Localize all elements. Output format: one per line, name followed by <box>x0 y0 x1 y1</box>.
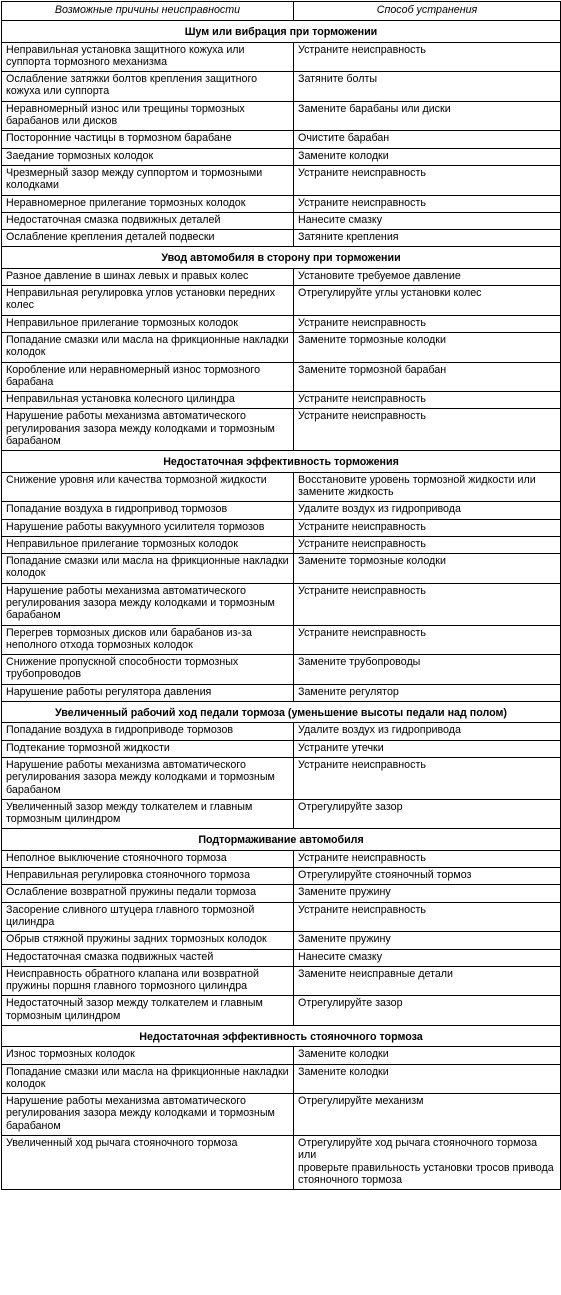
cause-cell: Заедание тормозных колодок <box>2 148 294 165</box>
section-row <box>2 21 561 42</box>
remedy-cell: Устраните утечки <box>294 740 561 757</box>
remedy-cell: Удалите воздух из гидропривода <box>294 502 561 519</box>
section-row <box>2 1026 561 1047</box>
header-remedy: Способ устранения <box>294 2 561 21</box>
remedy-cell: Устраните неисправность <box>294 409 561 451</box>
remedy-cell: Устраните неисправность <box>294 625 561 655</box>
table-row <box>2 268 561 285</box>
cause-cell: Подтекание тормозной жидкости <box>2 740 294 757</box>
cause-cell: Нарушение работы механизма автоматического регулирования зазора между колодками и тормозным барабаном <box>2 1094 294 1136</box>
section-title: Недостаточная эффективность стояночного тормоза <box>2 1026 561 1047</box>
table-row <box>2 502 561 519</box>
cause-cell: Неправильная установка защитного кожуха или суппорта тормозного механизма <box>2 42 294 72</box>
cause-cell: Неправильное прилегание тормозных колодок <box>2 315 294 332</box>
table-row <box>2 536 561 553</box>
table-row <box>2 392 561 409</box>
remedy-cell: Замените тормозные колодки <box>294 554 561 584</box>
table-row <box>2 949 561 966</box>
cause-cell: Перегрев тормозных дисков или барабанов из-за неполного отхода тормозных колодок <box>2 625 294 655</box>
remedy-cell: Замените барабаны или диски <box>294 101 561 131</box>
cause-cell: Неполное выключение стояночного тормоза <box>2 850 294 867</box>
cause-cell: Неправильная регулировка углов установки передних колес <box>2 286 294 316</box>
cause-cell: Попадание воздуха в гидропривод тормозов <box>2 502 294 519</box>
table-row <box>2 212 561 229</box>
cause-cell: Нарушение работы механизма автоматического регулирования зазора между колодками и тормозным барабаном <box>2 757 294 799</box>
table-row <box>2 1094 561 1136</box>
cause-cell: Снижение уровня или качества тормозной жидкости <box>2 472 294 502</box>
table-row <box>2 286 561 316</box>
table-row <box>2 42 561 72</box>
remedy-cell: Устраните неисправность <box>294 902 561 932</box>
section-row <box>2 829 561 850</box>
remedy-cell: Замените пружину <box>294 885 561 902</box>
table-row <box>2 101 561 131</box>
table-row <box>2 966 561 996</box>
remedy-cell: Замените пружину <box>294 932 561 949</box>
remedy-cell: Отрегулируйте зазор <box>294 996 561 1026</box>
table-row <box>2 885 561 902</box>
table-row <box>2 409 561 451</box>
remedy-cell: Затяните болты <box>294 72 561 102</box>
remedy-cell: Устраните неисправность <box>294 757 561 799</box>
cause-cell: Недостаточная смазка подвижных деталей <box>2 212 294 229</box>
remedy-cell: Установите требуемое давление <box>294 268 561 285</box>
cause-cell: Неправильная установка колесного цилиндра <box>2 392 294 409</box>
table-row <box>2 902 561 932</box>
cause-cell: Нарушение работы механизма автоматического регулирования зазора между колодками и тормозным барабаном <box>2 409 294 451</box>
cause-cell: Неравномерное прилегание тормозных колодок <box>2 195 294 212</box>
remedy-cell: Затяните крепления <box>294 230 561 247</box>
table-row <box>2 195 561 212</box>
section-title: Подтормаживание автомобиля <box>2 829 561 850</box>
table-row <box>2 799 561 829</box>
cause-cell: Снижение пропускной способности тормозных трубопроводов <box>2 655 294 685</box>
remedy-cell: Удалите воздух из гидропривода <box>294 723 561 740</box>
cause-cell: Попадание смазки или масла на фрикционные накладки колодок <box>2 1064 294 1094</box>
remedy-cell: Нанесите смазку <box>294 949 561 966</box>
cause-cell: Попадание смазки или масла на фрикционные накладки колодок <box>2 554 294 584</box>
cause-cell: Нарушение работы механизма автоматического регулирования зазора между колодками и тормозным барабаном <box>2 583 294 625</box>
remedy-cell: Замените трубопроводы <box>294 655 561 685</box>
header-row <box>2 2 561 21</box>
table-row <box>2 131 561 148</box>
remedy-cell: Замените регулятор <box>294 684 561 701</box>
table-row <box>2 230 561 247</box>
table-row <box>2 684 561 701</box>
cause-cell: Неправильное прилегание тормозных колодок <box>2 536 294 553</box>
table-row <box>2 554 561 584</box>
table-row <box>2 868 561 885</box>
cause-cell: Нарушение работы вакуумного усилителя тормозов <box>2 519 294 536</box>
cause-cell: Неправильная регулировка стояночного тормоза <box>2 868 294 885</box>
cause-cell: Разное давление в шинах левых и правых колес <box>2 268 294 285</box>
remedy-cell: Замените колодки <box>294 1064 561 1094</box>
table-row <box>2 1064 561 1094</box>
section-title: Увеличенный рабочий ход педали тормоза (уменьшение высоты педали над полом) <box>2 702 561 723</box>
table-row <box>2 757 561 799</box>
remedy-cell: Устраните неисправность <box>294 536 561 553</box>
table-row <box>2 996 561 1026</box>
remedy-cell: Устраните неисправность <box>294 195 561 212</box>
remedy-cell: Устраните неисправность <box>294 42 561 72</box>
section-title: Увод автомобиля в сторону при торможении <box>2 247 561 268</box>
section-title: Шум или вибрация при торможении <box>2 21 561 42</box>
cause-cell: Обрыв стяжной пружины задних тормозных колодок <box>2 932 294 949</box>
remedy-cell: Замените неисправные детали <box>294 966 561 996</box>
section-row <box>2 451 561 472</box>
cause-cell: Попадание смазки или масла на фрикционные накладки колодок <box>2 332 294 362</box>
cause-cell: Износ тормозных колодок <box>2 1047 294 1064</box>
table-row <box>2 519 561 536</box>
table-row <box>2 723 561 740</box>
table-row <box>2 148 561 165</box>
cause-cell: Увеличенный ход рычага стояночного тормоза <box>2 1136 294 1190</box>
table-row <box>2 1136 561 1190</box>
remedy-cell: Замените тормозной барабан <box>294 362 561 392</box>
cause-cell: Неисправность обратного клапана или возвратной пружины поршня главного тормозного цилиндра <box>2 966 294 996</box>
cause-cell: Увеличенный зазор между толкателем и главным тормозным цилиндром <box>2 799 294 829</box>
remedy-cell: Устраните неисправность <box>294 392 561 409</box>
table-row <box>2 625 561 655</box>
cause-cell: Посторонние частицы в тормозном барабане <box>2 131 294 148</box>
cause-cell: Коробление или неравномерный износ тормозного барабана <box>2 362 294 392</box>
remedy-cell: Очистите барабан <box>294 131 561 148</box>
remedy-cell: Отрегулируйте ход рычага стояночного тормоза или проверьте правильность установки тросов привода стояночного тормоза <box>294 1136 561 1190</box>
remedy-cell: Отрегулируйте стояночный тормоз <box>294 868 561 885</box>
cause-cell: Чрезмерный зазор между суппортом и тормозными колодками <box>2 165 294 195</box>
remedy-cell: Замените колодки <box>294 148 561 165</box>
troubleshooting-table <box>1 1 561 1190</box>
cause-cell: Засорение сливного штуцера главного тормозной цилиндра <box>2 902 294 932</box>
remedy-cell: Замените колодки <box>294 1047 561 1064</box>
remedy-cell: Восстановите уровень тормозной жидкости или замените жидкость <box>294 472 561 502</box>
section-row <box>2 702 561 723</box>
remedy-cell: Отрегулируйте углы установки колес <box>294 286 561 316</box>
remedy-cell: Отрегулируйте зазор <box>294 799 561 829</box>
table-row <box>2 850 561 867</box>
table-body <box>2 21 561 1190</box>
table-row <box>2 315 561 332</box>
header-cause: Возможные причины неисправности <box>2 2 294 21</box>
table-row <box>2 472 561 502</box>
remedy-cell: Устраните неисправность <box>294 519 561 536</box>
remedy-cell: Устраните неисправность <box>294 850 561 867</box>
remedy-cell: Устраните неисправность <box>294 165 561 195</box>
table-row <box>2 72 561 102</box>
section-title: Недостаточная эффективность торможения <box>2 451 561 472</box>
cause-cell: Ослабление возвратной пружины педали тормоза <box>2 885 294 902</box>
remedy-cell: Нанесите смазку <box>294 212 561 229</box>
cause-cell: Недостаточный зазор между толкателем и главным тормозным цилиндром <box>2 996 294 1026</box>
table-row <box>2 362 561 392</box>
remedy-cell: Отрегулируйте механизм <box>294 1094 561 1136</box>
table-row <box>2 932 561 949</box>
cause-cell: Неравномерный износ или трещины тормозных барабанов или дисков <box>2 101 294 131</box>
table-row <box>2 1047 561 1064</box>
table-row <box>2 583 561 625</box>
cause-cell: Ослабление крепления деталей подвески <box>2 230 294 247</box>
section-row <box>2 247 561 268</box>
cause-cell: Недостаточная смазка подвижных частей <box>2 949 294 966</box>
table-row <box>2 165 561 195</box>
remedy-cell: Устраните неисправность <box>294 583 561 625</box>
table-row <box>2 655 561 685</box>
table-row <box>2 740 561 757</box>
cause-cell: Нарушение работы регулятора давления <box>2 684 294 701</box>
remedy-cell: Устраните неисправность <box>294 315 561 332</box>
table-row <box>2 332 561 362</box>
cause-cell: Попадание воздуха в гидроприводе тормозов <box>2 723 294 740</box>
cause-cell: Ослабление затяжки болтов крепления защитного кожуха или суппорта <box>2 72 294 102</box>
remedy-cell: Замените тормозные колодки <box>294 332 561 362</box>
